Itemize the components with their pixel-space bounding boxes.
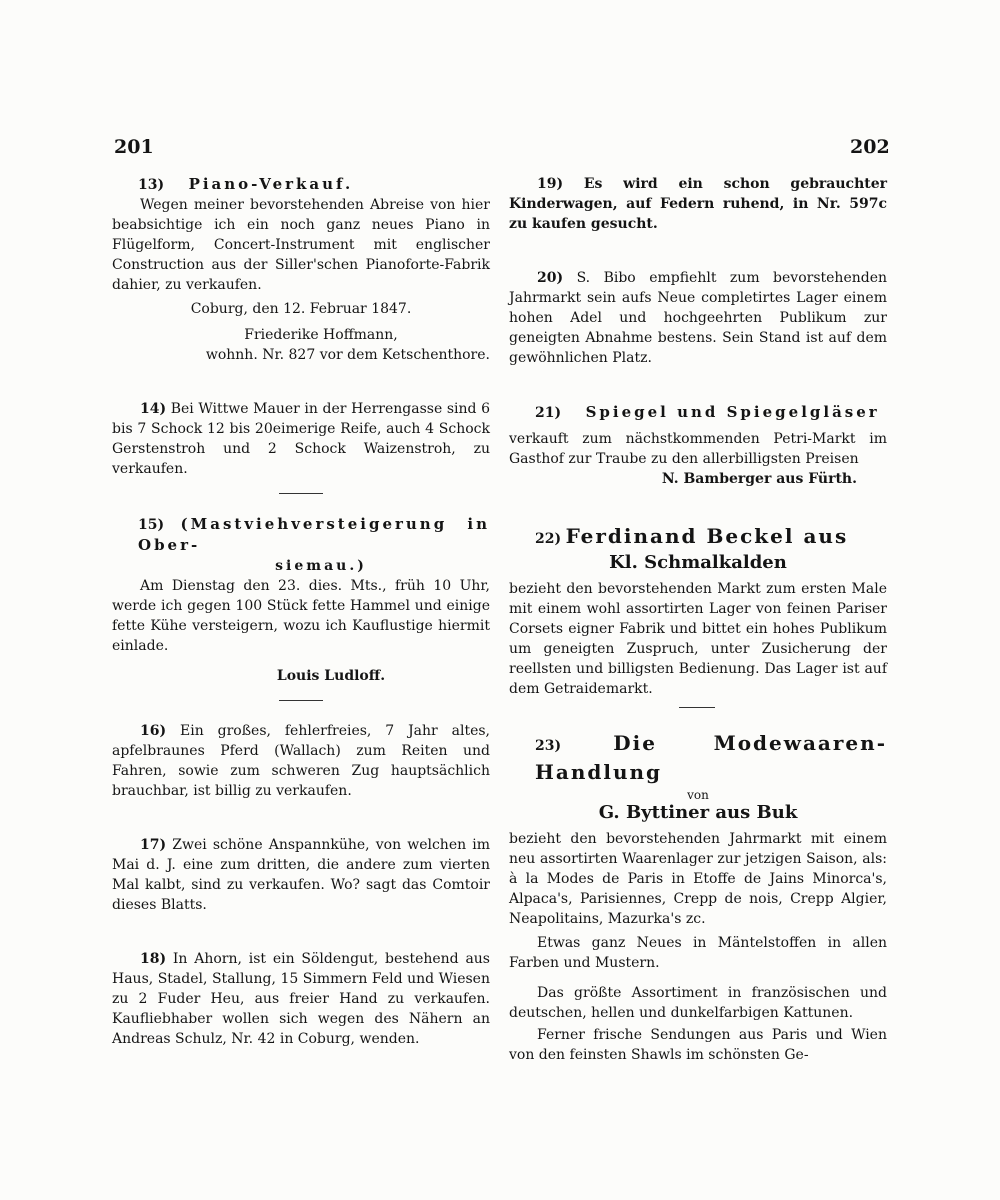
notice-19 [509,174,887,234]
left-column [112,174,490,1049]
notice-heading: Die Modewaaren-Handlung [535,731,887,784]
notice-firm: G. Byttiner aus Buk [598,802,798,823]
notice-body: bezieht den bevorstehenden Markt zum ersten Male mit einem wohl assortirten Lager von feinen Pariser Corsets eigner Fabrik und bittet ein hohes Publikum um geneigten Zuspruch, unter Zusicherung der reellsten und billigsten Bedienung. Das Lager ist auf dem Getraidemarkt. [509,581,887,697]
notice-number: 17) [140,837,167,853]
notice-14 [112,399,490,479]
right-column [509,174,887,1065]
notice-body: Das größte Assortiment in französischen und deutschen, hellen und dunkelfarbigen Kattunen. [509,985,887,1021]
notice-number: 19) [537,176,564,192]
notice-number: 14) [140,401,167,417]
notice-13 [112,174,490,365]
notice-number: 18) [140,951,167,967]
notice-text: In Ahorn, ist ein Söldengut, bestehend aus Haus, Stadel, Stallung, 15 Simmern Feld und Wiesen zu 2 Fuder Heu, aus freier Hand zu verkaufen. Kaufliebhaber wollen sich wegen des Nähern an Andreas Schulz, Nr. 42 in Coburg, wenden. [112,951,490,1047]
notice-heading-cont: siemau.) [275,558,367,574]
notice-22 [509,523,887,699]
notice-21 [509,402,887,489]
notice-body: Etwas ganz Neues in Mäntelstoffen in allen Farben und Mustern. [509,935,887,971]
notice-signature: Louis Ludloff. [276,668,386,684]
notice-body: verkauft zum nächstkommenden Petri-Markt im Gasthof zur Traube zu den allerbilligsten Preisen [509,431,887,467]
notice-text: Es wird ein schon gebrauchter Kinderwagen, auf Federn ruhend, in Nr. 597c zu kaufen gesucht. [509,176,888,232]
notice-signature: N. Bamberger aus Fürth. [661,471,857,487]
notice-heading: (Mastviehversteigerung in Ober- [138,515,490,554]
notice-18 [112,949,490,1049]
notice-text: S. Bibo empfiehlt zum bevorstehenden Jahrmarkt sein aufs Neue completirtes Lager einem hohen Adel und hochgeehrten Publikum zur geneigten Abnahme bestens. Sein Stand ist auf dem gewöhnlichen Platz. [509,270,888,366]
notice-text: Bei Wittwe Mauer in der Herrengasse sind 6 bis 7 Schock 12 bis 20eimerige Reife, auch 4 Schock Gerstenstroh und 2 Schock Waizenstroh, zu verkaufen. [112,401,490,477]
notice-signature: Friederike Hoffmann, [244,327,398,343]
notice-number: 21) [535,405,562,421]
notice-heading: Ferdinand Beckel aus [565,524,849,548]
notice-23 [509,730,887,1065]
page-number-right: 202 [850,136,890,158]
notice-heading: Piano-Verkauf. [188,175,354,193]
notice-date: Coburg, den 12. Februar 1847. [190,301,412,317]
page-number-left: 201 [114,136,154,158]
notice-number: 13) [138,177,165,193]
notice-number: 16) [140,723,167,739]
notice-number: 15) [138,517,165,533]
notice-subheading: Kl. Schmalkalden [609,552,787,573]
notice-body: Ferner frische Sendungen aus Paris und Wien von den feinsten Shawls im schönsten Ge- [509,1027,887,1063]
notice-20 [509,268,887,368]
notice-body [112,399,490,479]
notice-body: Wegen meiner bevorstehenden Abreise von hier beabsichtige ich ein noch ganz neues Piano in Flügelform, Concert-Instrument mit englischer Construction aus der Siller'schen Pianoforte-Fabrik dahier, zu verkaufen. [112,197,490,293]
notice-text: Zwei schöne Anspannkühe, von welchen im Mai d. J. eine zum dritten, die andere zum vierten Mal kalbt, sind zu verkaufen. Wo? sagt das Comtoir dieses Blatts. [112,837,490,913]
notice-text: Ein großes, fehlerfreies, 7 Jahr altes, apfelbraunes Pferd (Wallach) zum Reiten und Fahren, sowie zum schweren Zug hauptsächlich brauchbar, ist billig zu verkaufen. [112,723,491,799]
notice-body: bezieht den bevorstehenden Jahrmarkt mit einem neu assortirten Waarenlager zur jetzigen Saison, als: à la Modes de Paris in Etoffe de Jains Minorca's, Alpaca's, Parisiennes, Crepp de nois, Crepp Algier, Neapolitains, Mazurka's zc. [509,831,887,927]
notice-15 [112,514,490,686]
notice-17 [112,835,490,915]
notice-address: wohnh. Nr. 827 vor dem Ketschenthore. [205,347,490,363]
notice-number: 23) [535,738,562,754]
notice-body: Am Dienstag den 23. dies. Mts., früh 10 Uhr, werde ich gegen 100 Stück fette Hammel und einige fette Kühe versteigern, wozu ich Kauflustige hiermit einlade. [112,578,490,654]
notice-von: von [687,788,709,802]
notice-16 [112,721,490,801]
notice-number: 20) [537,270,564,286]
notice-number: 22) [535,531,562,547]
notice-heading: Spiegel und Spiegelgläser [585,403,880,421]
